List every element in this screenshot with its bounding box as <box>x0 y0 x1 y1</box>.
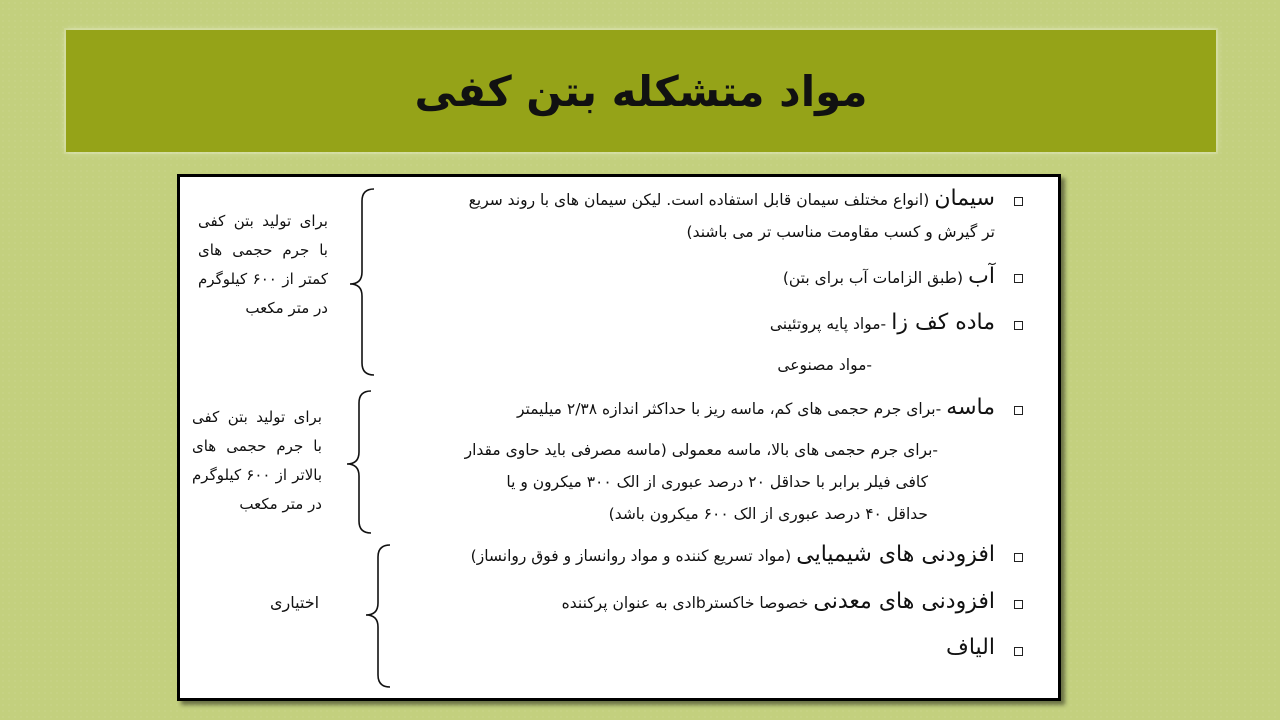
item-mineral-line <box>562 589 995 614</box>
brace-icon <box>337 389 377 535</box>
item-cement-label: سیمان <box>934 186 995 211</box>
bullet-icon <box>1014 406 1023 415</box>
item-sand-desc: -برای جرم حجمی های کم، ماسه ریز با حداکثر اندازه ۲/۳۸ میلیمتر <box>516 400 942 418</box>
item-water-line <box>783 264 995 289</box>
note-optional: اختیاری <box>270 593 320 612</box>
item-sand-line2: -برای جرم حجمی های بالا، ماسه معمولی (ماسه مصرفی باید حاوی مقدار <box>464 441 938 459</box>
item-water-desc: (طبق الزامات آب برای بتن) <box>782 269 964 287</box>
bullet-icon <box>1014 197 1023 206</box>
item-foam-desc: -مواد پایه پروتئینی <box>769 315 887 333</box>
content-box <box>177 174 1061 701</box>
item-foam-line2: -مواد مصنوعی <box>777 356 872 374</box>
item-mineral-desc: خصوصا خاکسترbادی به عنوان پرکننده <box>561 594 809 612</box>
bullet-icon <box>1014 321 1023 330</box>
item-cement-line1 <box>469 186 995 211</box>
item-cement-line2: تر گیرش و کسب مقاومت مناسب تر می باشند) <box>686 223 995 241</box>
item-sand-line3: کافی فیلر برابر با حداقل ۲۰ درصد عبوری از الک ۳۰۰ میکرون و یا <box>506 473 928 491</box>
item-mineral-label: افزودنی های معدنی <box>813 589 995 614</box>
bullet-icon <box>1014 274 1023 283</box>
bullet-icon <box>1014 647 1023 656</box>
item-cement-desc: (انواع مختلف سیمان قابل استفاده است. لیکن سیمان های با روند سریع <box>468 191 930 209</box>
brace-icon <box>356 543 396 689</box>
item-chemical-desc: (مواد تسریع کننده و مواد روانساز و فوق روانساز) <box>470 547 792 565</box>
note-high-density: برای تولید بتن کفی با جرم حجمی های بالاتر از ۶۰۰ کیلوگرم در متر مکعب <box>192 408 322 513</box>
item-foam-line1 <box>770 310 995 335</box>
brace-icon <box>340 187 380 377</box>
slide-title: مواد متشکله بتن کفی <box>414 66 868 116</box>
item-sand-line1 <box>517 395 995 420</box>
item-fiber-label: الیاف <box>946 635 995 660</box>
note-low-density: برای تولید بتن کفی با جرم حجمی های کمتر از ۶۰۰ کیلوگرم در متر مکعب <box>198 212 328 317</box>
item-sand-label: ماسه <box>946 395 995 420</box>
item-water-label: آب <box>968 264 995 289</box>
bullet-icon <box>1014 600 1023 609</box>
item-sand-line4: حداقل ۴۰ درصد عبوری از الک ۶۰۰ میکرون باشد) <box>608 505 928 523</box>
item-chemical-label: افزودنی های شیمیایی <box>796 542 995 567</box>
item-chemical-line <box>471 542 995 567</box>
bullet-icon <box>1014 553 1023 562</box>
title-banner <box>66 30 1216 152</box>
item-foam-label: ماده کف زا <box>891 310 995 335</box>
